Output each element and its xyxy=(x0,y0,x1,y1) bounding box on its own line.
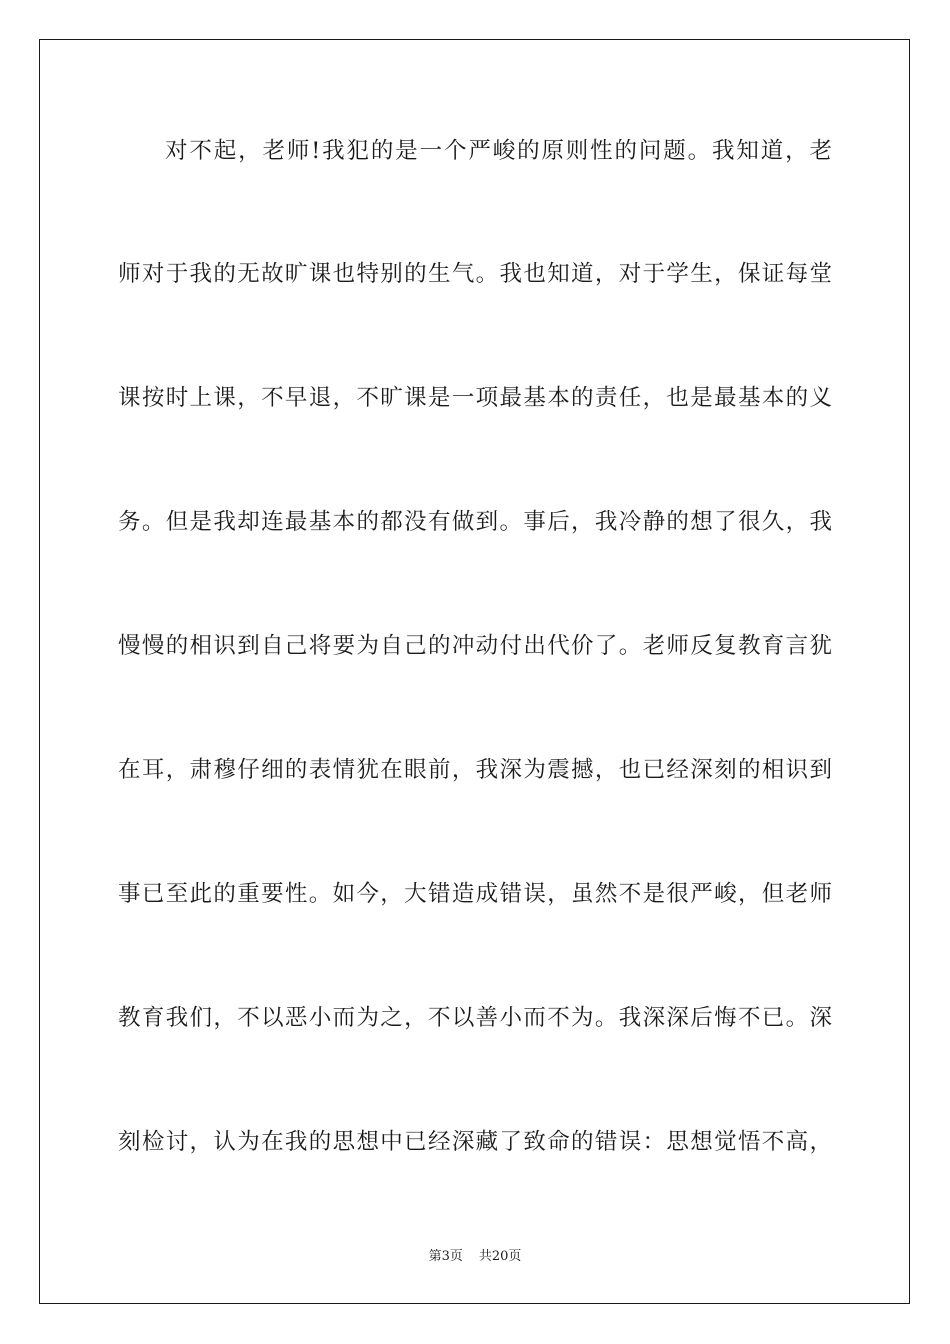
page-footer xyxy=(0,1246,950,1268)
page-frame xyxy=(39,39,910,1304)
paragraph-line-9: 刻检讨，认为在我的思想中已经深藏了致命的错误：思想觉悟不高， xyxy=(118,1129,832,1155)
page-total: 共20页 xyxy=(478,1249,522,1264)
paragraph-line-6: 在耳，肃穆仔细的表情犹在眼前，我深为震撼，也已经深刻的相识到 xyxy=(118,757,832,783)
paragraph-line-1: 对不起，老师!我犯的是一个严峻的原则性的问题。我知道，老 xyxy=(165,138,832,164)
paragraph-line-2: 师对于我的无故旷课也特别的生气。我也知道，对于学生，保证每堂 xyxy=(118,261,832,287)
paragraph-line-3: 课按时上课，不早退，不旷课是一项最基本的责任，也是最基本的义 xyxy=(118,385,832,411)
paragraph-line-4: 务。但是我却连最基本的都没有做到。事后，我冷静的想了很久，我 xyxy=(118,509,832,535)
paragraph-line-8: 教育我们，不以恶小而为之，不以善小而不为。我深深后悔不已。深 xyxy=(118,1005,832,1031)
page-number: 第3页 xyxy=(428,1249,463,1264)
paragraph-line-5: 慢慢的相识到自己将要为自己的冲动付出代价了。老师反复教育言犹 xyxy=(118,633,832,659)
paragraph-line-7: 事已至此的重要性。如今，大错造成错误，虽然不是很严峻，但老师 xyxy=(118,881,832,907)
